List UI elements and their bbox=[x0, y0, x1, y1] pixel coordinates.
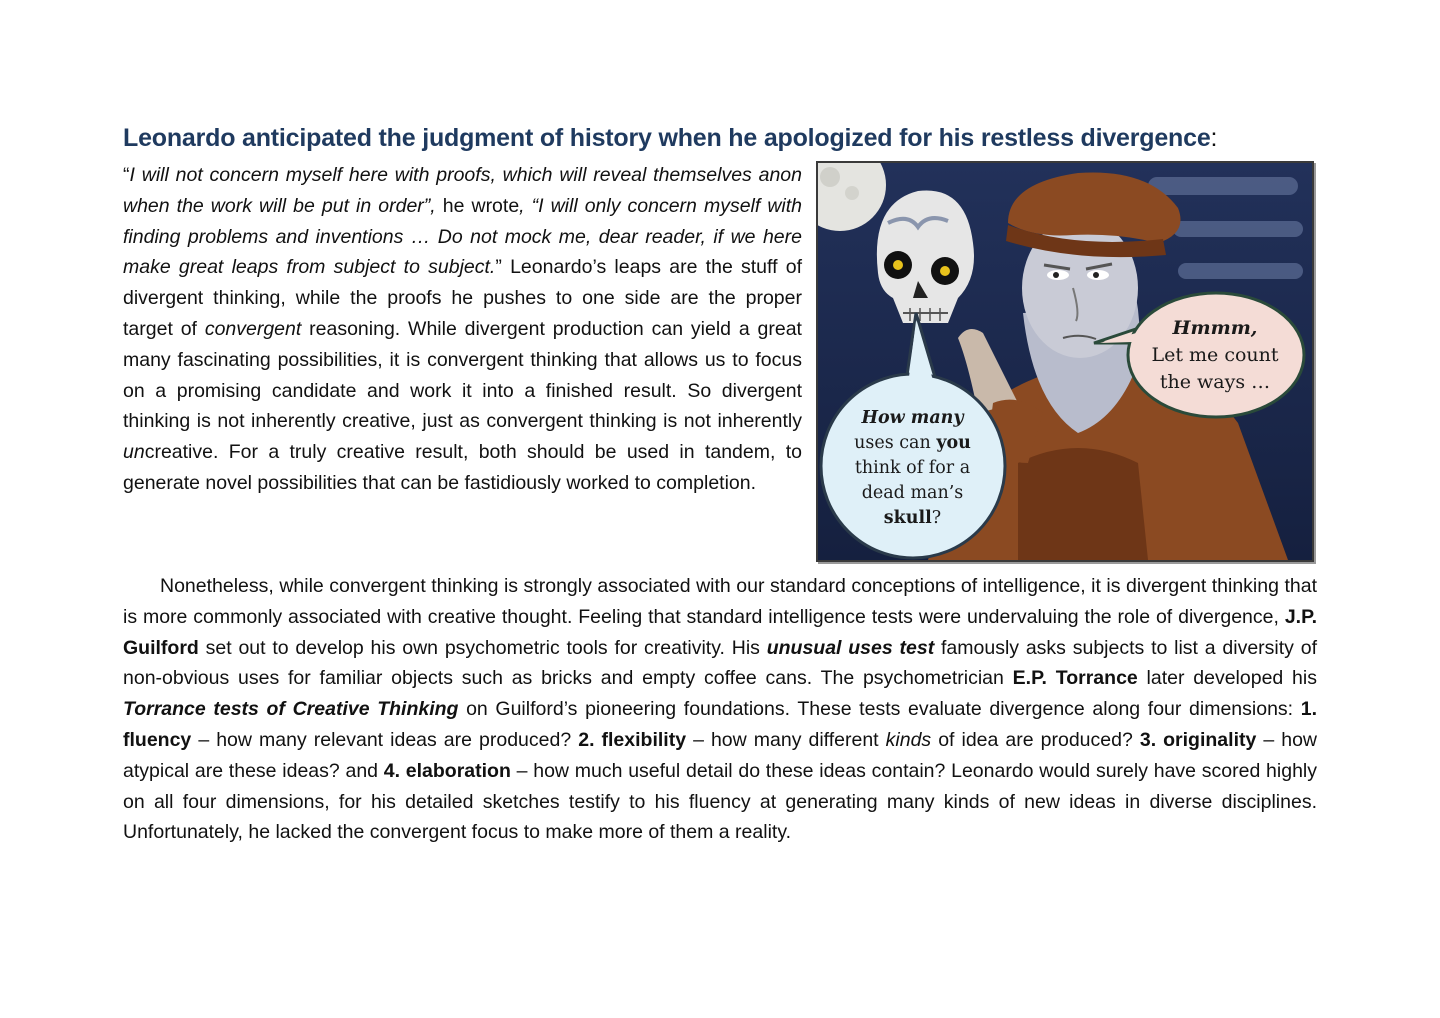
dimension-elaboration: 4. elaboration bbox=[383, 759, 511, 782]
bubble-word-skull: skull bbox=[883, 508, 932, 528]
speech-bubble-leonardo bbox=[1140, 315, 1290, 396]
paragraph-text: – how many relevant ideas are produced? bbox=[191, 728, 579, 751]
paragraph-text: creative. For a truly creative result, both should be used in tandem, to generate novel possibilities that can be fastidiously worked to completion. bbox=[123, 441, 802, 494]
name-guilford: J.P. Guilford bbox=[123, 605, 1317, 659]
bubble-line: Hmmm, bbox=[1172, 317, 1258, 339]
paragraph-text: – how atypical are these ideas? and bbox=[123, 728, 1318, 782]
dimension-flexibility: 2. flexibility bbox=[578, 728, 687, 751]
paragraph-text: – how much useful detail do these ideas contain? Leonardo would surely have scored highly on all four dimensions, for his detailed sketches testify to his fluency at generating many kinds of new ideas in diverse disciplines. Unfortunately, he lacked the convergent focus to make more of them a reality. bbox=[123, 759, 1318, 844]
dimension-fluency: 1. fluency bbox=[123, 698, 1317, 751]
heading-text: Leonardo anticipated the judgment of history when he apologized for his restless divergence bbox=[123, 124, 1211, 152]
paragraph-text: of idea are produced? bbox=[931, 728, 1140, 751]
paragraph-intro bbox=[123, 160, 802, 499]
bubble-word-you: you bbox=[936, 433, 971, 453]
quote-close-mark: ” bbox=[495, 256, 502, 279]
paragraph-text: Nonetheless, while convergent thinking is strongly associated with our standard conceptions of intelligence, it is divergent thinking that is more commonly associated with creative thought. Feeling that standard intelligence tests were undervaluing the role of divergence, bbox=[123, 575, 1317, 628]
leonardo-illustration bbox=[816, 161, 1314, 562]
heading-colon: : bbox=[1210, 124, 1218, 152]
dimension-originality: 3. originality bbox=[1139, 728, 1257, 751]
speech-bubble-skull bbox=[821, 406, 1004, 531]
bubble-line bbox=[821, 431, 1004, 456]
emphasis-un: un bbox=[123, 441, 145, 464]
bubble-line: the ways … bbox=[1159, 371, 1271, 393]
bubble-word: ? bbox=[931, 508, 942, 528]
leonardo-quote-2: , “I will only concern myself with finding problems and inventions … Do not mock me, dear reader, if we here make great leaps from subject to subject. bbox=[123, 194, 803, 279]
leonardo-quote-1: I will not concern myself here with proofs, which will reveal themselves anon when the work will be put in order”, bbox=[123, 164, 802, 217]
bubble-line: think of for a bbox=[854, 458, 971, 478]
bubble-word: uses can bbox=[854, 433, 937, 453]
paragraph-text: later developed his bbox=[1137, 667, 1317, 690]
paragraph-text: reasoning. While divergent production can yield a great many fascinating possibilities, it is convergent thinking that allows us to focus on a promising candidate and work it into a finished result. So divergent thinking is not inherently creative, just as convergent thinking is not inherently bbox=[123, 317, 802, 433]
term-unusual-uses-test: unusual uses test bbox=[766, 636, 935, 659]
paragraph-text: famously asks subjects to list a diversity of non-obvious uses for familiar objects such as bricks and empty coffee cans. The psychometrician bbox=[123, 636, 1317, 690]
bubble-line: How many bbox=[861, 408, 964, 428]
bubble-line: Let me count bbox=[1151, 344, 1279, 366]
paragraph-text: set out to develop his own psychometric tools for creativity. His bbox=[198, 636, 767, 659]
name-torrance: E.P. Torrance bbox=[1012, 667, 1138, 690]
paragraph-guilford-torrance bbox=[123, 571, 1317, 848]
emphasis-kinds: kinds bbox=[885, 728, 932, 751]
section-heading bbox=[123, 124, 1323, 153]
bubble-line: dead man’s bbox=[861, 483, 964, 503]
quote-open-mark: “ bbox=[123, 164, 130, 186]
he-wrote-text: he wrote bbox=[435, 194, 520, 217]
term-torrance-tests: Torrance tests of Creative Thinking bbox=[123, 698, 459, 721]
paragraph-text: on Guilford’s pioneering foundations. These tests evaluate divergence along four dimensions: bbox=[458, 698, 1301, 721]
bubble-line bbox=[821, 506, 1004, 531]
paragraph-text: – how many different bbox=[686, 728, 886, 751]
paragraph-text: Leonardo’s leaps are the stuff of divergent thinking, while the proofs he pushes to one side are the proper target of bbox=[123, 256, 802, 340]
emphasis-convergent: convergent bbox=[204, 317, 302, 340]
